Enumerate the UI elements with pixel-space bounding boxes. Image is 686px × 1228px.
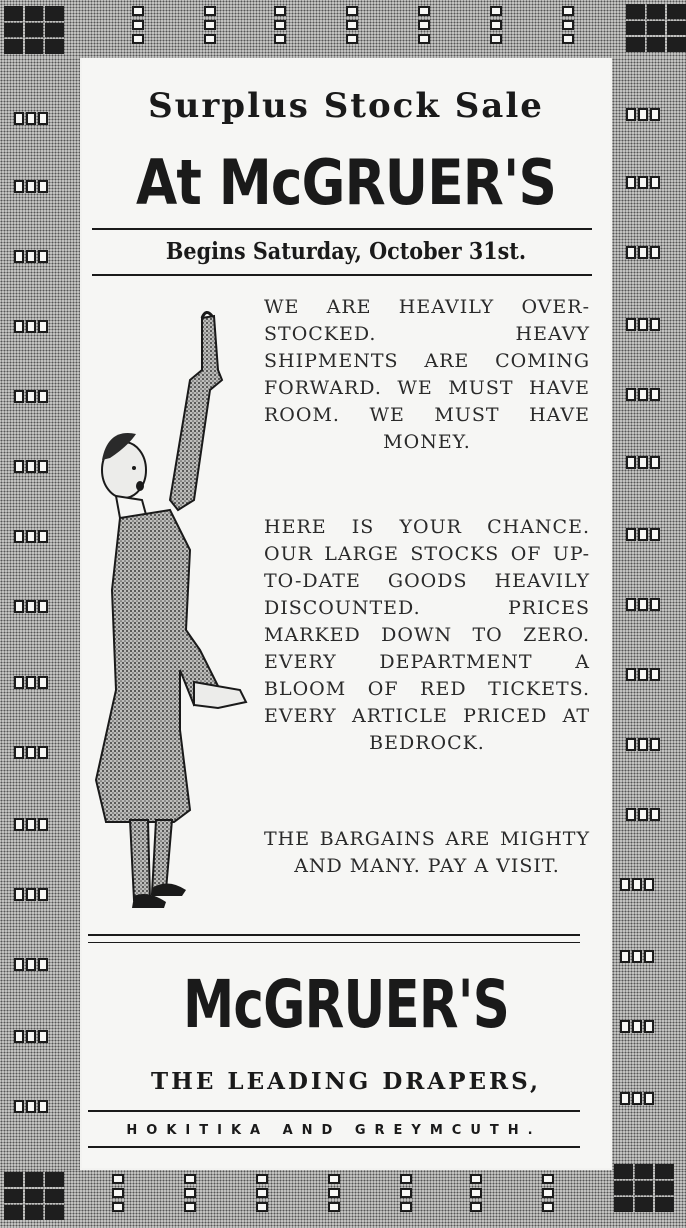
border-motif [620,878,654,891]
body-paragraph-overstocked: WE ARE HEAVILY OVER-STOCKED. HEAVY SHIPMENTS ARE COMING FORWARD. WE MUST HAVE ROOM. WE MUST HAVE MONEY. [264,296,590,453]
border-motif [562,6,574,44]
border-motif [626,108,660,121]
double-rule-bottom [88,942,580,943]
border-top [0,0,686,58]
border-motif [14,320,48,333]
headline-surplus-stock-sale: Surplus Stock Sale [148,86,544,126]
divider-rule [88,1110,580,1112]
corner-ornament-bottom-left [4,1172,64,1220]
border-motif [418,6,430,44]
border-motif [14,460,48,473]
divider-rule [92,228,592,230]
border-motif [14,530,48,543]
border-motif [14,818,48,831]
border-motif [14,746,48,759]
border-motif [626,668,660,681]
border-motif [626,388,660,401]
border-motif [14,112,48,125]
border-motif [256,1174,268,1212]
border-motif [542,1174,554,1212]
border-motif [204,6,216,44]
footer-towns: HOKITIKA AND GREYMCUTH. [126,1123,542,1138]
border-motif [14,1100,48,1113]
corner-ornament-top-left [4,6,64,54]
border-bottom [0,1170,686,1228]
border-motif [274,6,286,44]
footer-tagline: THE LEADING DRAPERS, [151,1068,541,1095]
divider-rule [92,274,592,276]
border-motif [626,738,660,751]
footer-store-name: McGRUER'S [182,966,510,1043]
pointing-man-illustration [90,310,260,910]
border-motif [346,6,358,44]
border-motif [14,600,48,613]
divider-rule [88,1146,580,1148]
body-paragraph-your-chance: HERE IS YOUR CHANCE. OUR LARGE STOCKS OF UP-TO-DATE GOODS HEAVILY DISCOUNTED. PRICES MARKED DOWN TO ZERO. EVERY DEPARTMENT A BLOOM OF RED TICKETS. EVERY ARTICLE PRICED AT BEDROCK. [264,516,590,754]
border-motif [14,390,48,403]
border-motif [14,180,48,193]
border-motif [14,888,48,901]
border-motif [620,1020,654,1033]
border-motif [490,6,502,44]
border-motif [184,1174,196,1212]
border-motif [626,808,660,821]
border-motif [328,1174,340,1212]
border-motif [620,950,654,963]
corner-ornament-bottom-right [614,1164,674,1212]
border-motif [626,598,660,611]
border-motif [14,1030,48,1043]
border-motif [132,6,144,44]
double-rule-top [88,934,580,936]
border-motif [626,528,660,541]
border-motif [14,250,48,263]
border-motif [620,1092,654,1105]
border-motif [626,176,660,189]
border-motif [400,1174,412,1212]
corner-ornament-top-right [626,4,686,52]
border-right [612,58,686,1170]
headline-store-name: At McGRUER'S [135,146,556,219]
sale-start-date: Begins Saturday, October 31st. [165,238,527,265]
advert-panel [82,58,610,1168]
border-motif [470,1174,482,1212]
body-paragraph-bargains: THE BARGAINS ARE MIGHTY AND MANY. PAY A VISIT. [264,828,590,877]
border-motif [14,676,48,689]
border-motif [626,246,660,259]
border-motif [626,456,660,469]
border-motif [112,1174,124,1212]
border-left [0,58,80,1170]
border-motif [14,958,48,971]
border-motif [626,318,660,331]
